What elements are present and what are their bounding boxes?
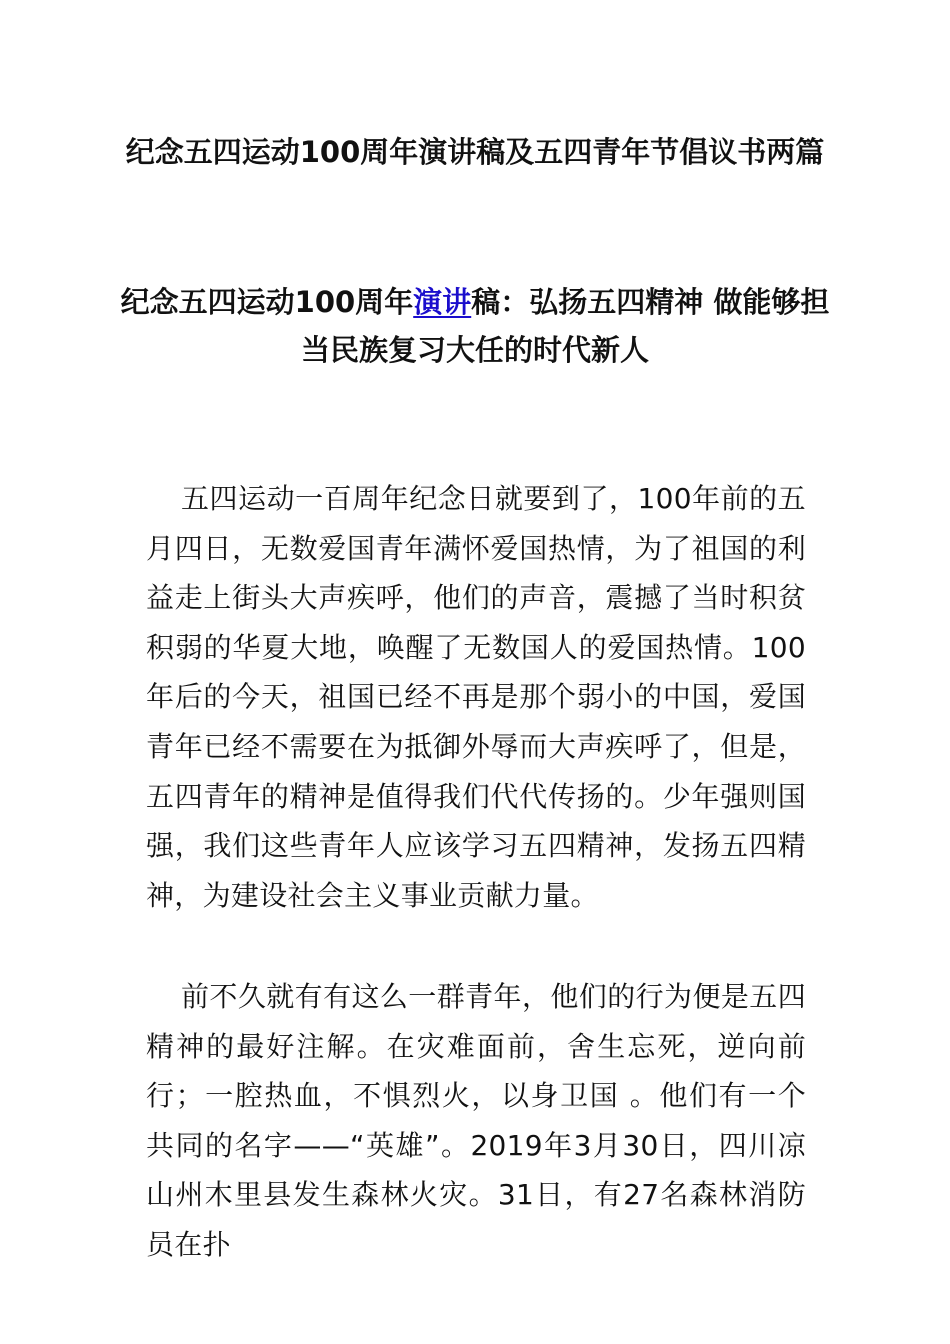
speech-heading <box>120 278 830 374</box>
speech-link[interactable]: 演讲 <box>413 285 472 319</box>
speech-heading-suffix: 稿：弘扬五四精神 做能够担当民族复习大任的时代新人 <box>300 285 830 367</box>
speech-heading-prefix: 纪念五四运动100周年 <box>120 285 414 319</box>
document-title: 纪念五四运动100周年演讲稿及五四青年节倡议书两篇 <box>125 135 825 169</box>
body-paragraph-2: 前不久就有有这么一群青年，他们的行为便是五四精神的最好注解。在灾难面前，舍生忘死，逆向前行；一腔热血，不惧烈火，以身卫国 。他们有一个共同的名字——“英雄”。2019年3月30日，四川凉山州木里县发生森林火灾。31日，有27名森林消防员在扑 <box>146 980 806 1261</box>
body-paragraph-1: 五四运动一百周年纪念日就要到了，100年前的五月四日，无数爱国青年满怀爱国热情，为了祖国的利益走上街头大声疾呼，他们的声音，震撼了当时积贫积弱的华夏大地，唤醒了无数国人的爱国热情。100年后的今天，祖国已经不再是那个弱小的中国，爱国青年已经不需要在为抵御外辱而大声疾呼了，但是，五四青年的精神是值得我们代代传扬的。少年强则国强，我们这些青年人应该学习五四精神，发扬五四精神，为建设社会主义事业贡献力量。 <box>146 482 806 912</box>
